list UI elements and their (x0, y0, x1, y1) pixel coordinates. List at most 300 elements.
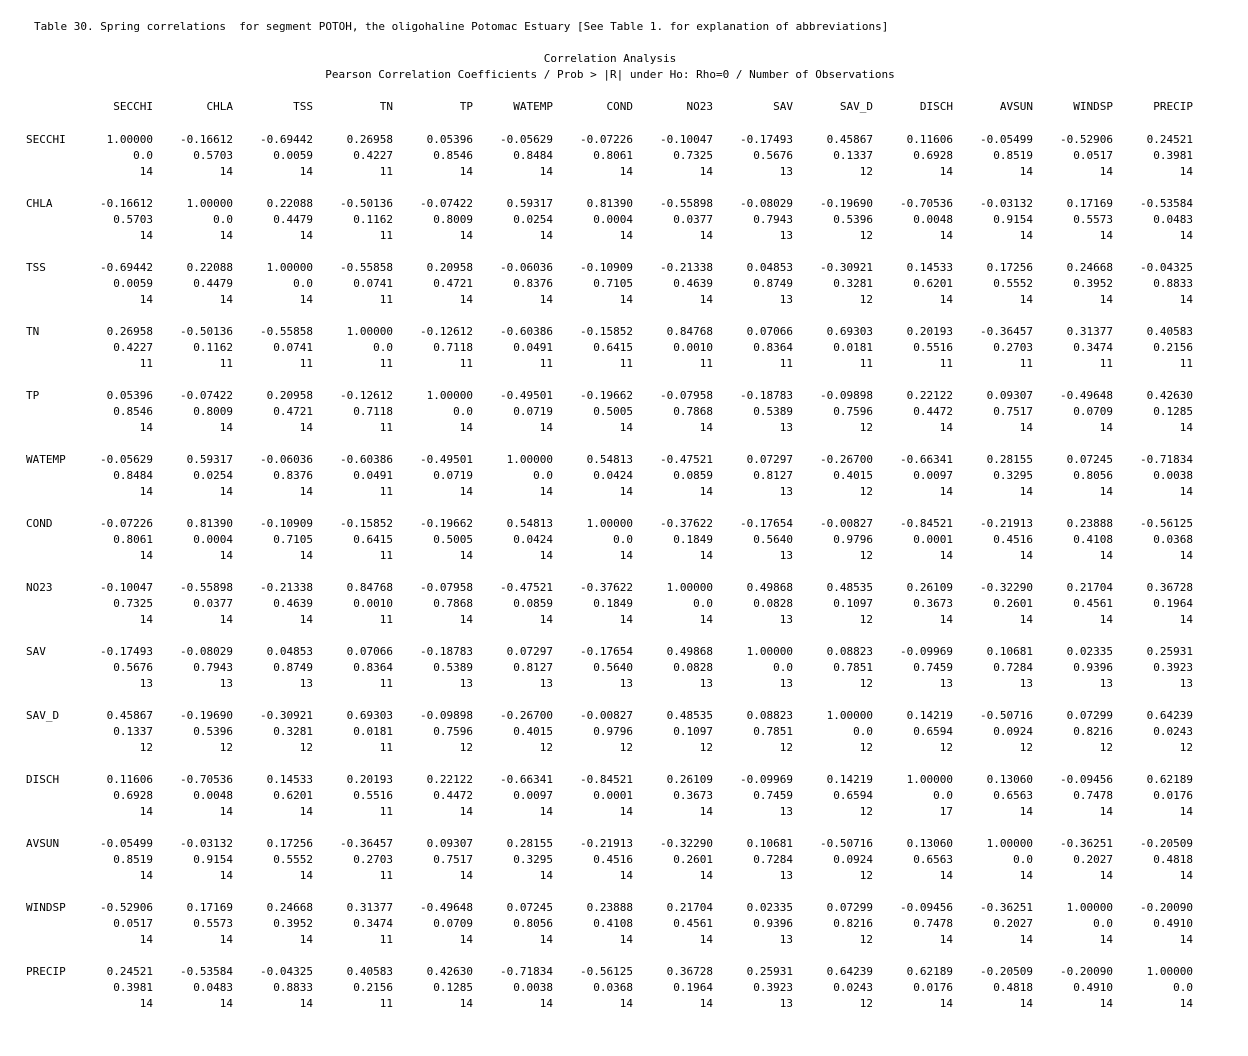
coefficient-cell: -0.36457 (340, 837, 393, 850)
observations-line (0, 293, 1248, 309)
probability-cell: 0.7459 (753, 789, 793, 802)
probability-cell: 0.3281 (833, 277, 873, 290)
probability-cell: 0.5552 (993, 277, 1033, 290)
coefficient-cell: -0.09456 (900, 901, 953, 914)
column-header: COND (606, 100, 633, 113)
observations-cell: 14 (459, 485, 473, 498)
probability-cell: 0.1337 (833, 149, 873, 162)
probability-cell: 0.0097 (913, 469, 953, 482)
probability-cell: 0.6928 (913, 149, 953, 162)
probability-cell: 0.6563 (993, 789, 1033, 802)
coefficient-cell: 0.26958 (346, 133, 393, 146)
row-label: PRECIP (26, 965, 66, 978)
probability-cell: 0.5640 (753, 533, 793, 546)
probability-cell: 0.8061 (593, 149, 633, 162)
probability-cell: 0.5640 (593, 661, 633, 674)
column-header: TP (459, 100, 473, 113)
coefficient-line (0, 325, 1248, 341)
observations-cell: 14 (299, 165, 313, 178)
observations-cell: 12 (459, 741, 473, 754)
probability-cell: 0.4108 (1073, 533, 1113, 546)
coefficient-cell: 0.24668 (266, 901, 313, 914)
observations-cell: 14 (619, 869, 633, 882)
probability-cell: 0.0 (533, 469, 553, 482)
observations-cell: 14 (139, 997, 153, 1010)
observations-cell: 14 (139, 229, 153, 242)
probability-cell: 0.4015 (833, 469, 873, 482)
coefficient-cell: 0.20958 (266, 389, 313, 402)
observations-cell: 14 (459, 229, 473, 242)
coefficient-cell: 0.07245 (506, 901, 553, 914)
coefficient-cell: 0.64239 (826, 965, 873, 978)
probability-cell: 0.7105 (593, 277, 633, 290)
observations-cell: 14 (1099, 613, 1113, 626)
observations-cell: 14 (539, 869, 553, 882)
observations-cell: 14 (939, 229, 953, 242)
probability-cell: 0.7478 (913, 917, 953, 930)
observations-cell: 12 (859, 229, 873, 242)
coefficient-cell: 0.84768 (666, 325, 713, 338)
probability-cell: 0.1285 (433, 981, 473, 994)
row-label: TSS (26, 261, 46, 274)
observations-cell: 13 (779, 485, 793, 498)
observations-cell: 12 (699, 741, 713, 754)
coefficient-cell: 0.05396 (426, 133, 473, 146)
coefficient-cell: -0.84521 (900, 517, 953, 530)
coefficient-cell: -0.69442 (260, 133, 313, 146)
observations-cell: 14 (939, 485, 953, 498)
probability-cell: 0.9154 (993, 213, 1033, 226)
probability-cell: 0.0 (853, 725, 873, 738)
coefficient-cell: -0.37622 (580, 581, 633, 594)
coefficient-cell: 0.07066 (346, 645, 393, 658)
observations-cell: 13 (1099, 677, 1113, 690)
observations-cell: 11 (379, 293, 393, 306)
observations-cell: 13 (1179, 677, 1193, 690)
observations-cell: 12 (859, 933, 873, 946)
coefficient-cell: 0.13060 (986, 773, 1033, 786)
observations-cell: 12 (859, 613, 873, 626)
observations-cell: 12 (859, 805, 873, 818)
coefficient-cell: -0.70536 (180, 773, 233, 786)
coefficient-cell: 0.42630 (1146, 389, 1193, 402)
coefficient-cell: -0.50716 (820, 837, 873, 850)
coefficient-cell: -0.07226 (100, 517, 153, 530)
probability-cell: 0.0517 (1073, 149, 1113, 162)
probability-cell: 0.4910 (1073, 981, 1113, 994)
probability-cell: 0.4721 (273, 405, 313, 418)
coefficient-cell: -0.07422 (180, 389, 233, 402)
probability-line (0, 405, 1248, 421)
coefficient-cell: 0.48535 (666, 709, 713, 722)
coefficient-cell: 0.54813 (506, 517, 553, 530)
observations-cell: 14 (299, 805, 313, 818)
observations-cell: 14 (139, 421, 153, 434)
coefficient-cell: 0.17256 (986, 261, 1033, 274)
probability-cell: 0.4910 (1153, 917, 1193, 930)
coefficient-cell: -0.16612 (100, 197, 153, 210)
observations-cell: 12 (619, 741, 633, 754)
observations-cell: 14 (1099, 229, 1113, 242)
observations-cell: 14 (219, 293, 233, 306)
observations-cell: 14 (699, 165, 713, 178)
observations-cell: 14 (619, 549, 633, 562)
observations-cell: 11 (379, 549, 393, 562)
observations-cell: 14 (619, 229, 633, 242)
probability-cell: 0.0048 (193, 789, 233, 802)
coefficient-cell: 0.07299 (1066, 709, 1113, 722)
probability-cell: 0.3474 (1073, 341, 1113, 354)
coefficient-cell: -0.19662 (580, 389, 633, 402)
coefficient-cell: 0.07066 (746, 325, 793, 338)
probability-cell: 0.4639 (673, 277, 713, 290)
coefficient-cell: 0.20193 (906, 325, 953, 338)
observations-cell: 14 (619, 613, 633, 626)
probability-cell: 0.0709 (433, 917, 473, 930)
observations-cell: 14 (1019, 485, 1033, 498)
coefficient-cell: 0.25931 (1146, 645, 1193, 658)
coefficient-cell: -0.36251 (1060, 837, 1113, 850)
probability-cell: 0.4479 (193, 277, 233, 290)
probability-cell: 0.4721 (433, 277, 473, 290)
probability-cell: 0.0719 (433, 469, 473, 482)
probability-cell: 0.0483 (193, 981, 233, 994)
coefficient-cell: -0.07958 (420, 581, 473, 594)
probability-cell: 0.0924 (833, 853, 873, 866)
observations-cell: 14 (539, 933, 553, 946)
observations-cell: 14 (459, 613, 473, 626)
observations-cell: 14 (699, 485, 713, 498)
observations-cell: 13 (779, 805, 793, 818)
coefficient-cell: 0.22088 (186, 261, 233, 274)
observations-line (0, 421, 1248, 437)
variable-row-block (0, 133, 1248, 181)
variable-row-block (0, 517, 1248, 565)
probability-cell: 0.0254 (513, 213, 553, 226)
coefficient-cell: 0.69303 (826, 325, 873, 338)
probability-cell: 0.0 (453, 405, 473, 418)
coefficient-cell: -0.16612 (180, 133, 233, 146)
probability-cell: 0.6594 (913, 725, 953, 738)
observations-cell: 14 (139, 485, 153, 498)
observations-cell: 14 (939, 613, 953, 626)
coefficient-cell: -0.69442 (100, 261, 153, 274)
observations-cell: 12 (859, 741, 873, 754)
probability-cell: 0.5703 (113, 213, 153, 226)
probability-cell: 0.7868 (433, 597, 473, 610)
coefficient-cell: 1.00000 (1066, 901, 1113, 914)
observations-cell: 14 (1019, 933, 1033, 946)
coefficient-cell: 0.24521 (106, 965, 153, 978)
coefficient-cell: -0.20509 (1140, 837, 1193, 850)
coefficient-cell: 1.00000 (506, 453, 553, 466)
observations-cell: 14 (1099, 549, 1113, 562)
probability-cell: 0.4472 (913, 405, 953, 418)
probability-cell: 0.8127 (513, 661, 553, 674)
observations-cell: 14 (539, 229, 553, 242)
observations-cell: 11 (379, 933, 393, 946)
observations-cell: 11 (299, 357, 313, 370)
coefficient-cell: 0.07245 (1066, 453, 1113, 466)
probability-cell: 0.8749 (273, 661, 313, 674)
observations-line (0, 997, 1248, 1013)
observations-cell: 11 (1179, 357, 1193, 370)
probability-cell: 0.0828 (753, 597, 793, 610)
probability-line (0, 661, 1248, 677)
probability-cell: 0.0 (293, 277, 313, 290)
probability-cell: 0.3952 (1073, 277, 1113, 290)
coefficient-cell: 0.54813 (586, 453, 633, 466)
observations-cell: 14 (539, 421, 553, 434)
coefficient-cell: 0.48535 (826, 581, 873, 594)
coefficient-cell: 1.00000 (1146, 965, 1193, 978)
probability-cell: 0.0 (773, 661, 793, 674)
probability-cell: 0.0517 (113, 917, 153, 930)
coefficient-cell: 0.05396 (106, 389, 153, 402)
observations-cell: 14 (1179, 485, 1193, 498)
probability-cell: 0.0491 (513, 341, 553, 354)
coefficient-cell: -0.17493 (100, 645, 153, 658)
observations-cell: 14 (1099, 997, 1113, 1010)
probability-cell: 0.0859 (673, 469, 713, 482)
probability-cell: 0.0 (373, 341, 393, 354)
probability-cell: 0.4561 (1073, 597, 1113, 610)
coefficient-cell: 0.20193 (346, 773, 393, 786)
coefficient-cell: 0.23888 (1066, 517, 1113, 530)
probability-cell: 0.5389 (753, 405, 793, 418)
observations-cell: 14 (459, 421, 473, 434)
observations-cell: 14 (459, 549, 473, 562)
observations-cell: 11 (539, 357, 553, 370)
observations-cell: 14 (1019, 229, 1033, 242)
observations-cell: 14 (219, 485, 233, 498)
observations-cell: 14 (539, 549, 553, 562)
coefficient-cell: -0.21338 (260, 581, 313, 594)
observations-cell: 14 (539, 485, 553, 498)
column-header: TSS (293, 100, 313, 113)
probability-cell: 0.2027 (1073, 853, 1113, 866)
coefficient-cell: 0.21704 (1066, 581, 1113, 594)
row-label: TN (26, 325, 40, 338)
observations-cell: 14 (139, 869, 153, 882)
coefficient-cell: 0.81390 (586, 197, 633, 210)
coefficient-cell: 0.69303 (346, 709, 393, 722)
analysis-heading: Correlation Analysis (543, 52, 677, 65)
coefficient-cell: -0.55858 (340, 261, 393, 274)
coefficient-cell: -0.21338 (660, 261, 713, 274)
observations-cell: 14 (939, 293, 953, 306)
coefficient-cell: -0.53584 (180, 965, 233, 978)
observations-cell: 14 (299, 933, 313, 946)
observations-cell: 11 (379, 229, 393, 242)
probability-line (0, 597, 1248, 613)
observations-cell: 14 (939, 933, 953, 946)
coefficient-cell: 0.62189 (906, 965, 953, 978)
row-label: TP (26, 389, 40, 402)
probability-cell: 0.5573 (193, 917, 233, 930)
probability-cell: 0.8484 (113, 469, 153, 482)
observations-cell: 14 (459, 933, 473, 946)
probability-cell: 0.9396 (1073, 661, 1113, 674)
coefficient-cell: 0.22088 (266, 197, 313, 210)
coefficient-cell: -0.18783 (420, 645, 473, 658)
coefficient-cell: 0.09307 (426, 837, 473, 850)
coefficient-cell: -0.09456 (1060, 773, 1113, 786)
probability-cell: 0.0741 (273, 341, 313, 354)
observations-cell: 14 (1179, 421, 1193, 434)
probability-cell: 0.6415 (353, 533, 393, 546)
row-label: CHLA (26, 197, 53, 210)
probability-cell: 0.0 (1093, 917, 1113, 930)
coefficient-cell: -0.26700 (820, 453, 873, 466)
probability-cell: 0.6563 (913, 853, 953, 866)
coefficient-cell: -0.07958 (660, 389, 713, 402)
coefficient-cell: 0.31377 (1066, 325, 1113, 338)
variable-row-block (0, 965, 1248, 1013)
observations-cell: 14 (699, 421, 713, 434)
coefficient-cell: -0.10909 (260, 517, 313, 530)
probability-cell: 0.8364 (753, 341, 793, 354)
coefficient-cell: -0.00827 (820, 517, 873, 530)
coefficient-cell: 0.84768 (346, 581, 393, 594)
observations-cell: 14 (459, 997, 473, 1010)
observations-cell: 14 (1099, 293, 1113, 306)
coefficient-cell: -0.66341 (900, 453, 953, 466)
probability-cell: 0.0181 (353, 725, 393, 738)
probability-cell: 0.4639 (273, 597, 313, 610)
observations-line (0, 229, 1248, 245)
row-label: DISCH (26, 773, 60, 786)
probability-cell: 0.8376 (513, 277, 553, 290)
probability-cell: 0.8216 (833, 917, 873, 930)
column-header: PRECIP (1153, 100, 1193, 113)
variable-row-block (0, 901, 1248, 949)
probability-cell: 0.1964 (673, 981, 713, 994)
probability-cell: 0.0 (613, 533, 633, 546)
observations-cell: 12 (1179, 741, 1193, 754)
coefficient-cell: -0.03132 (180, 837, 233, 850)
coefficient-cell: -0.71834 (500, 965, 553, 978)
coefficient-cell: -0.37622 (660, 517, 713, 530)
coefficient-cell: 0.14533 (266, 773, 313, 786)
observations-cell: 11 (619, 357, 633, 370)
observations-cell: 14 (219, 997, 233, 1010)
probability-cell: 0.0048 (913, 213, 953, 226)
coefficient-cell: 0.10681 (746, 837, 793, 850)
observations-cell: 14 (139, 933, 153, 946)
observations-cell: 13 (779, 165, 793, 178)
probability-cell: 0.7943 (193, 661, 233, 674)
observations-cell: 14 (939, 549, 953, 562)
probability-cell: 0.0176 (913, 981, 953, 994)
probability-cell: 0.3923 (753, 981, 793, 994)
observations-cell: 14 (139, 613, 153, 626)
probability-cell: 0.0243 (1153, 725, 1193, 738)
coefficient-cell: -0.09969 (740, 773, 793, 786)
observations-cell: 14 (619, 933, 633, 946)
column-header: DISCH (919, 100, 953, 113)
observations-cell: 14 (1179, 933, 1193, 946)
observations-cell: 11 (379, 485, 393, 498)
probability-cell: 0.7517 (433, 853, 473, 866)
observations-cell: 14 (699, 229, 713, 242)
variable-row-block (0, 389, 1248, 437)
coefficient-cell: 0.21704 (666, 901, 713, 914)
coefficient-cell: 0.07297 (506, 645, 553, 658)
row-label: SAV (26, 645, 46, 658)
probability-cell: 0.0741 (353, 277, 393, 290)
observations-cell: 14 (139, 549, 153, 562)
coefficient-cell: -0.04325 (1140, 261, 1193, 274)
observations-cell: 14 (459, 165, 473, 178)
coefficient-cell: 1.00000 (426, 389, 473, 402)
variable-row-block (0, 261, 1248, 309)
observations-cell: 14 (619, 421, 633, 434)
observations-cell: 11 (859, 357, 873, 370)
observations-cell: 14 (139, 293, 153, 306)
probability-cell: 0.0377 (673, 213, 713, 226)
probability-cell: 0.7851 (833, 661, 873, 674)
coefficient-cell: -0.49501 (420, 453, 473, 466)
probability-cell: 0.5396 (833, 213, 873, 226)
coefficient-cell: 0.02335 (746, 901, 793, 914)
probability-cell: 0.0377 (193, 597, 233, 610)
coefficient-line (0, 901, 1248, 917)
observations-cell: 12 (779, 741, 793, 754)
coefficient-cell: -0.52906 (100, 901, 153, 914)
observations-line (0, 805, 1248, 821)
coefficient-cell: 1.00000 (266, 261, 313, 274)
coefficient-cell: -0.03132 (980, 197, 1033, 210)
observations-cell: 14 (219, 549, 233, 562)
coefficient-cell: -0.21913 (580, 837, 633, 850)
probability-cell: 0.0924 (993, 725, 1033, 738)
probability-cell: 0.0001 (593, 789, 633, 802)
probability-cell: 0.3474 (353, 917, 393, 930)
coefficient-cell: -0.08029 (740, 197, 793, 210)
probability-cell: 0.7517 (993, 405, 1033, 418)
probability-cell: 0.0010 (353, 597, 393, 610)
probability-cell: 0.8833 (273, 981, 313, 994)
probability-cell: 0.0 (1013, 853, 1033, 866)
observations-cell: 14 (539, 805, 553, 818)
column-header: TN (379, 100, 393, 113)
coefficient-cell: 0.45867 (826, 133, 873, 146)
observations-cell: 13 (779, 613, 793, 626)
observations-cell: 14 (139, 165, 153, 178)
observations-cell: 14 (539, 613, 553, 626)
probability-cell: 0.4818 (1153, 853, 1193, 866)
coefficient-cell: -0.49501 (500, 389, 553, 402)
coefficient-cell: 0.26109 (666, 773, 713, 786)
observations-cell: 14 (1019, 165, 1033, 178)
column-header: CHLA (206, 100, 233, 113)
probability-cell: 0.8519 (993, 149, 1033, 162)
coefficient-cell: 0.26109 (906, 581, 953, 594)
probability-cell: 0.0038 (1153, 469, 1193, 482)
probability-line (0, 469, 1248, 485)
probability-cell: 0.0004 (593, 213, 633, 226)
coefficient-cell: 0.49868 (746, 581, 793, 594)
coefficient-cell: -0.49648 (1060, 389, 1113, 402)
variable-row-block (0, 773, 1248, 821)
observations-cell: 13 (779, 229, 793, 242)
observations-cell: 14 (1099, 805, 1113, 818)
probability-line (0, 853, 1248, 869)
observations-cell: 14 (699, 805, 713, 818)
observations-cell: 14 (699, 293, 713, 306)
observations-cell: 14 (619, 165, 633, 178)
